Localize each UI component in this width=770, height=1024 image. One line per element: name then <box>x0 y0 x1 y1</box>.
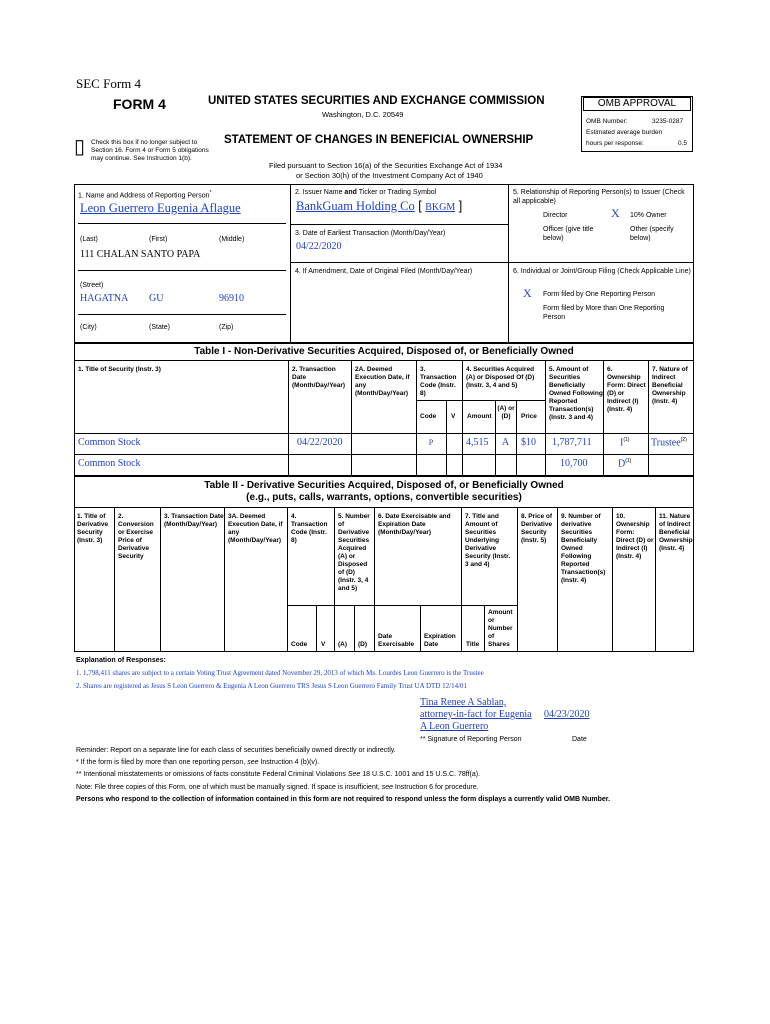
t2-col2-header: 2. Conversion or Exercise Price of Derivative Security <box>118 513 154 560</box>
t1-row1-code: P <box>428 438 434 447</box>
street-label: (Street) <box>80 282 104 289</box>
t2-sub-v: V <box>321 641 326 648</box>
t1-col3-header: 3. Transaction Code (Instr. 8) <box>420 366 457 397</box>
footer-star1: * If the form is filed by more than one reporting person, see Instruction 4 (b)(v). <box>76 759 320 766</box>
zip-label: (Zip) <box>219 324 234 331</box>
t2-col6-header: 6. Date Exercisable and Expiration Date (Month/Day/Year) <box>378 513 451 536</box>
omb-number-label: OMB Number: <box>586 118 628 125</box>
state-value: GU <box>149 293 164 304</box>
ticker-symbol: BKGM <box>425 202 456 213</box>
t1-row2-owned: 10,700 <box>560 458 588 469</box>
one-person-mark: X <box>523 286 532 300</box>
issuer-line: BankGuam Holding Co [ BKGM ] <box>296 199 463 213</box>
explanation-title: Explanation of Responses: <box>76 657 166 664</box>
t1-col5-header: 5. Amount of Securities Beneficially Owned Following Reported Transaction(s) (Instr. 3 and 4) <box>549 366 603 421</box>
box1-label: 1. Name and Address of Reporting Person* <box>78 190 212 200</box>
t2-col3a-header: 3A. Deemed Execution Date, if any (Month/Day/Year) <box>228 513 283 544</box>
footer-reminder: Reminder: Report on a separate line for each class of securities beneficially owned directly or indirectly. <box>76 747 396 754</box>
t1-row1-date: 04/22/2020 <box>297 437 343 448</box>
t2-col7-header: 7. Title and Amount of Securities Underlying Derivative Security (Instr. 3 and 4) <box>465 513 511 568</box>
t2-col10-header: 10. Ownership Form: Direct (D) or Indirect (I) (Instr. 4) <box>616 513 654 560</box>
footer-persons: Persons who respond to the collection of information contained in this form are not required to respond unless the form displays a currently valid OMB Number. <box>76 796 611 803</box>
t1-col6-header: 6. Ownership Form: Direct (D) or Indirect (I) (Instr. 4) <box>607 366 646 413</box>
t2-col4-header: 4. Transaction Code (Instr. 8) <box>291 513 328 544</box>
t2-col1-header: 1. Title of Derivative Security (Instr. 3) <box>77 513 109 544</box>
form-title: FORM 4 <box>113 96 166 112</box>
omb-title: OMB APPROVAL <box>597 98 677 109</box>
t1-col1-header: 1. Title of Security (Instr. 3) <box>78 366 161 373</box>
box6-label: 6. Individual or Joint/Group Filing (Check Applicable Line) <box>513 268 691 275</box>
checkbox-label: Check this box if no longer subject to Section 16. Form 4 or Form 5 obligations may continue. See Instruction 1(b). <box>91 139 209 162</box>
other-label: Other (specify below) <box>630 226 674 242</box>
omb-title-box <box>583 97 691 111</box>
t1-sub-v: V <box>451 413 456 420</box>
t2-col9-header: 9. Number of derivative Securities Beneficially Owned Following Reported Transaction(s) (Instr. 4) <box>561 513 606 584</box>
earliest-transaction-date: 04/22/2020 <box>296 241 342 252</box>
t2-sub-title: Title <box>466 641 480 648</box>
omb-hours-label: hours per response: <box>586 140 644 147</box>
street-value: 111 CHALAN SANTO PAPA <box>80 249 201 260</box>
t2-sub-code: Code <box>291 641 308 648</box>
zip-value: 96910 <box>219 293 244 304</box>
t2-sub-a: (A) <box>338 641 348 648</box>
t1-row1-price: $10 <box>521 437 536 448</box>
officer-label: Officer (give title below) <box>543 226 594 242</box>
t2-sub-amount: Amount or Number of Shares <box>488 609 513 648</box>
t1-sub-code: Code <box>420 413 437 420</box>
director-mark: X <box>611 206 620 220</box>
multi-person-label: Form filed by More than One Reporting Person <box>543 305 665 321</box>
t1-row1-amount: 4,515 <box>466 437 489 448</box>
t1-row1-form: $I^{(1)}$ <box>620 437 630 449</box>
omb-burden-label: Estimated average burden <box>586 129 663 136</box>
t1-col2a-header: 2A. Deemed Execution Date, if any (Month/Day/Year) <box>355 366 410 397</box>
box4-label: 4. If Amendment, Date of Original Filed (Month/Day/Year) <box>295 268 473 275</box>
explanation-note1: 1. 1,798,411 shares are subject to a certain Voting Trust Agreement dated November 29, 2013 of which Ms. Lourdes Leon Guerrero is the Trustee <box>76 669 484 677</box>
director-label: Director <box>543 212 568 219</box>
t1-col2-header: 2. Transaction Date (Month/Day/Year) <box>292 366 346 389</box>
box5-label: 5. Relationship of Reporting Person(s) to Issuer (Check all applicable) <box>513 189 685 205</box>
t1-row1-nature: Trustee$^{(2)}$ <box>651 437 687 449</box>
table1-title: Table I - Non-Derivative Securities Acquired, Disposed of, or Beneficially Owned <box>194 346 574 357</box>
signature-label: ** Signature of Reporting Person <box>420 736 522 743</box>
box3-label: 3. Date of Earliest Transaction (Month/Day/Year) <box>295 230 446 237</box>
commission-location: Washington, D.C. 20549 <box>322 110 404 119</box>
date-label: Date <box>572 736 587 743</box>
reporting-person-name: Leon Guerrero Eugenia Aflague <box>80 201 241 215</box>
t2-col11-header: 11. Nature of Indirect Beneficial Ownership (Instr. 4) <box>659 513 693 552</box>
omb-hours-value: 0.5 <box>678 140 688 147</box>
city-label: (City) <box>80 324 97 331</box>
signature-line1: Tina Renee A Sablan, <box>420 697 507 708</box>
t1-col7-header: 7. Nature of Indirect Beneficial Ownership (Instr. 4) <box>652 366 688 405</box>
filed-pursuant-line1: Filed pursuant to Section 16(a) of the Securities Exchange Act of 1934 <box>269 161 503 170</box>
t1-row2-title: Common Stock <box>78 458 141 469</box>
issuer-name: BankGuam Holding Co <box>296 199 415 213</box>
table2-title2: (e.g., puts, calls, warrants, options, convertible securities) <box>246 492 522 503</box>
t2-col3-header: 3. Transaction Date (Month/Day/Year) <box>164 513 224 528</box>
signature-date: 04/23/2020 <box>544 709 590 720</box>
last-label: (Last) <box>80 236 98 243</box>
t2-sub-d: (D) <box>358 641 368 648</box>
one-person-label: Form filed by One Reporting Person <box>543 291 656 298</box>
first-label: (First) <box>149 236 168 243</box>
commission-title: UNITED STATES SECURITIES AND EXCHANGE COMMISSION <box>208 95 545 107</box>
middle-label: (Middle) <box>219 236 245 243</box>
statement-title: STATEMENT OF CHANGES IN BENEFICIAL OWNERSHIP <box>224 134 534 146</box>
footer-star2: ** Intentional misstatements or omissions of facts constitute Federal Criminal Violations See 18 U.S.C. 1001 and 15 U.S.C. 78ff(a). <box>76 771 481 778</box>
table2-title1: Table II - Derivative Securities Acquired, Disposed of, or Beneficially Owned <box>204 480 564 491</box>
ten-pct-owner-label: 10% Owner <box>630 212 667 219</box>
t2-col5-header: 5. Number of Derivative Securities Acquired (A) or Disposed of (D) (Instr. 3, 4 and 5) <box>338 513 370 592</box>
box2-label: 2. Issuer Name and Ticker or Trading Symbol <box>295 189 437 196</box>
t2-col8-header: 8. Price of Derivative Security (Instr. 5) <box>521 513 553 544</box>
t1-col4-header: 4. Securities Acquired (A) or Disposed Of (D) (Instr. 3, 4 and 5) <box>466 366 535 389</box>
t1-row1-aord: A <box>501 437 510 448</box>
t2-sub-exercisable: Date Exercisable <box>378 633 415 648</box>
footer-note: Note: File three copies of this Form, one of which must be manually signed. If space is insufficient, see Instruction 6 for procedure. <box>76 784 479 791</box>
t1-row2-form: $D^{(1)}$ <box>618 458 632 470</box>
no-longer-subject-checkbox[interactable]: ▯ <box>74 136 86 158</box>
t1-sub-amount: Amount <box>467 413 492 420</box>
t1-sub-aord: (A) or (D) <box>497 405 515 420</box>
sec-form-label: SEC Form 4 <box>76 76 142 91</box>
t1-row1-title: Common Stock <box>78 437 141 448</box>
t1-row1-owned: 1,787,711 <box>552 437 592 448</box>
signature-line3: A Leon Guerrero <box>420 721 489 732</box>
explanation-note2: 2. Shares are registered as Jesus S Leon Guerrero & Eugenia A Leon Guerrero TRS Jesus S Leon Guerrero Family Trust UA DTD 12/14/01 <box>76 682 468 690</box>
city-value: HAGATNA <box>80 293 129 304</box>
signature-line2: attorney-in-fact for Eugenia <box>420 709 532 720</box>
filed-pursuant-line2: or Section 30(h) of the Investment Company Act of 1940 <box>296 171 483 180</box>
t2-sub-expiration: Expiration Date <box>424 633 456 648</box>
t1-sub-price: Price <box>521 413 537 420</box>
omb-number-value: 3235-0287 <box>652 118 684 125</box>
state-label: (State) <box>149 324 171 331</box>
